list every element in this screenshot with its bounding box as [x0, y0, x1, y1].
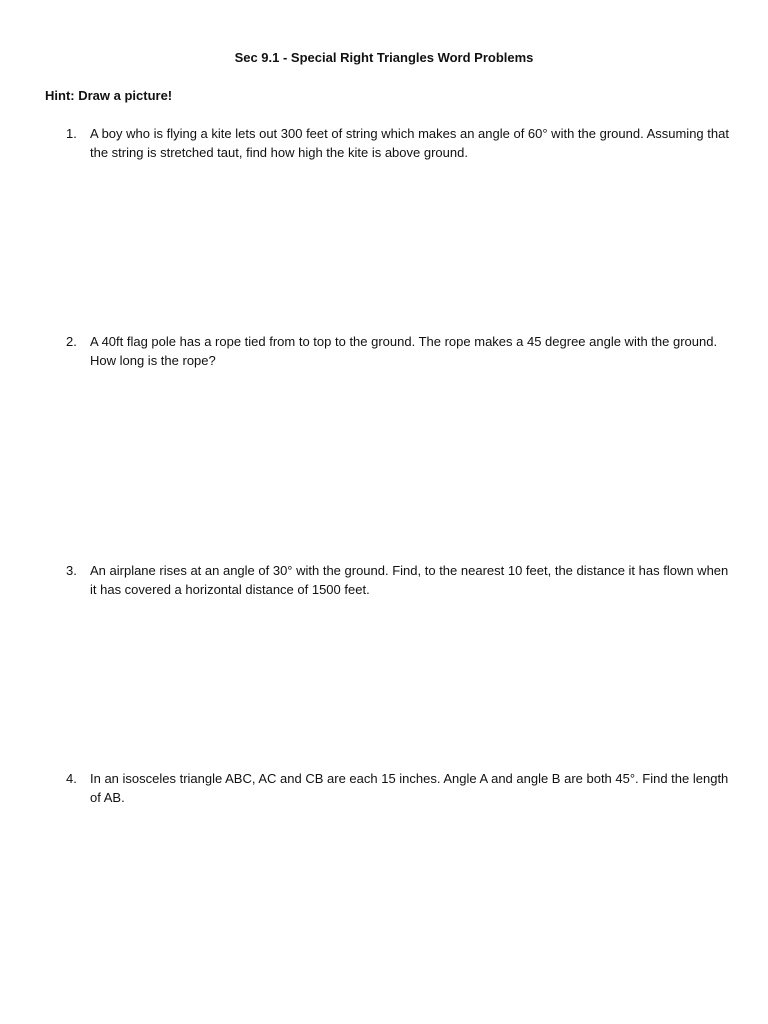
page-title: Sec 9.1 - Special Right Triangles Word Problems	[234, 50, 534, 65]
problem-text: In an isosceles triangle ABC, AC and CB are each 15 inches. Angle A and angle B are both 45°. Find the length of AB.	[90, 771, 729, 805]
problem-4	[66, 769, 730, 807]
problem-number: 3.	[66, 563, 77, 578]
problem-text: An airplane rises at an angle of 30° with the ground. Find, to the nearest 10 feet, the distance it has flown when it has covered a horizontal distance of 1500 feet.	[90, 563, 729, 597]
problem-text: A 40ft flag pole has a rope tied from to top to the ground. The rope makes a 45 degree angle with the ground. How long is the rope?	[90, 334, 718, 368]
problem-text: A boy who is flying a kite lets out 300 feet of string which makes an angle of 60° with the ground. Assuming that the string is stretched taut, find how high the kite is above ground.	[90, 126, 729, 160]
problem-3	[66, 561, 730, 599]
hint-text: Hint: Draw a picture!	[45, 88, 173, 103]
problem-1	[66, 124, 730, 162]
problem-2	[66, 332, 730, 370]
problem-number: 4.	[66, 771, 77, 786]
problem-number: 2.	[66, 334, 77, 349]
problem-number: 1.	[66, 126, 77, 141]
